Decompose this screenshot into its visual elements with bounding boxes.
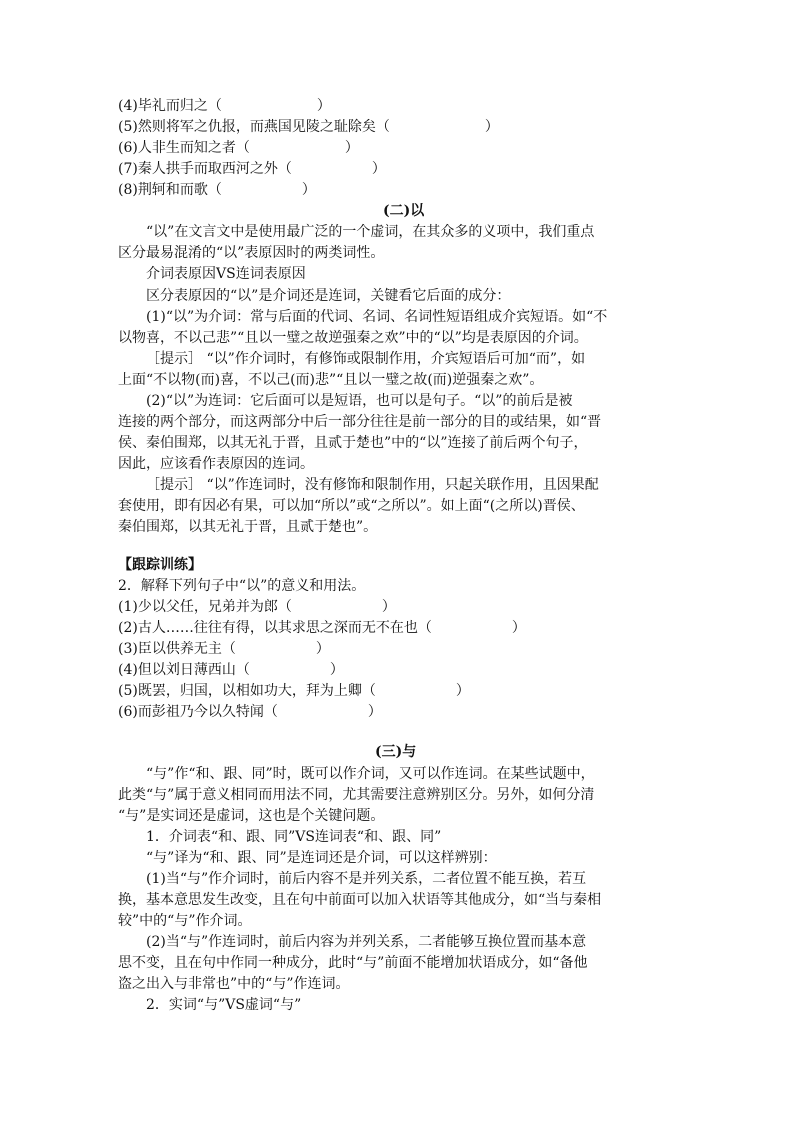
subheading: 1．介词表“和、跟、同”VS连词表“和、跟、同” bbox=[146, 829, 442, 845]
paragraph-line: 因此，应该看作表原因的连词。 bbox=[118, 456, 314, 472]
question-text: 2．解释下列句子中“以”的意义和用法。 bbox=[118, 578, 366, 594]
paragraph-line: 思不变，且在句中作同一种成分，此时“与”前面不能增加状语成分，如“备他 bbox=[118, 955, 588, 971]
list-item: (2)古人……往往有得，以其求思之深而无不在也（ ） bbox=[118, 620, 526, 636]
list-item: (7)秦人拱手而取西河之外（ ） bbox=[118, 161, 386, 177]
section-heading: (二)以 bbox=[383, 203, 425, 219]
paragraph-line: (2)当“与”作连词时，前后内容为并列关系，二者能够互换位置而基本意 bbox=[146, 934, 587, 950]
list-item: (1)少以父任，兄弟并为郎（ ） bbox=[118, 599, 396, 615]
paragraph-line: 上面“不以物(而)喜，不以己(而)悲”“且以一璧之故(而)逆强秦之欢”。 bbox=[118, 372, 544, 388]
paragraph-line: 秦伯围郑，以其无礼于晋，且贰于楚也”。 bbox=[118, 519, 378, 535]
list-item: (6)人非生而知之者（ ） bbox=[118, 140, 359, 156]
subheading: 2．实词“与”VS虚词“与” bbox=[146, 997, 302, 1013]
paragraph-line: “与”译为“和、跟、同”是连词还是介词，可以这样辨别： bbox=[146, 850, 497, 866]
paragraph-line: 此类“与”属于意义相同而用法不同，尤其需要注意辨别区分。另外，如何分清 bbox=[118, 787, 595, 803]
paragraph-line: ［提示］ “以”作介词时，有修饰或限制作用，介宾短语后可加“而”，如 bbox=[146, 351, 586, 367]
subheading: 介词表原因VS连词表原因 bbox=[146, 266, 306, 282]
paragraph-line: 连接的两个部分，而这两部分中后一部分往往是前一部分的目的或结果，如“晋 bbox=[118, 414, 602, 430]
paragraph-line: 套使用，即有因必有果，可以加“所以”或“之所以”。如上面“(之所以)晋侯、 bbox=[118, 498, 585, 514]
list-item: (4)但以刘日薄西山（ ） bbox=[118, 662, 344, 678]
paragraph-line: 侯、秦伯围郑，以其无礼于晋，且贰于楚也”中的“以”连接了前后两个句子， bbox=[118, 435, 588, 451]
paragraph-line: 换，基本意思发生改变，且在句中前面可以加入状语等其他成分，如“当与秦相 bbox=[118, 892, 602, 908]
training-heading: 【跟踪训练】 bbox=[118, 557, 202, 573]
paragraph-line: 区分最易混淆的“以”表原因时的两类词性。 bbox=[118, 245, 385, 261]
paragraph-line: 盗之出入与非常也”中的“与”作连词。 bbox=[118, 976, 350, 992]
list-item: (6)而彭祖乃今以久特闻（ ） bbox=[118, 704, 382, 720]
paragraph-line: “与”作“和、跟、同”时，既可以作介词，又可以作连词。在某些试题中， bbox=[146, 766, 595, 782]
paragraph-line: (1)“以”为介词：常与后面的代词、名词、名词性短语组成介宾短语。如“不 bbox=[146, 309, 608, 325]
list-item: (5)然则将军之仇报，而燕国见陵之耻除矣（ ） bbox=[118, 119, 499, 135]
list-item: (3)臣以供养无主（ ） bbox=[118, 641, 330, 657]
list-item: (8)荆轲和而歌（ ） bbox=[118, 182, 316, 198]
paragraph-line: “以”在文言文中是使用最广泛的一个虚词，在其众多的义项中，我们重点 bbox=[146, 224, 595, 240]
paragraph-line: 较”中的“与”作介词。 bbox=[118, 913, 252, 929]
paragraph-line: 以物喜，不以己悲”“且以一璧之故逆强秦之欢”中的“以”均是表原因的介词。 bbox=[118, 330, 588, 346]
paragraph-line: (1)当“与”作介词时，前后内容不是并列关系，二者位置不能互换，若互 bbox=[146, 871, 587, 887]
paragraph-line: ［提示］ “以”作连词时，没有修饰和限制作用，只起关联作用，且因果配 bbox=[146, 477, 599, 493]
list-item: (5)既罢，归国，以相如功大，拜为上卿（ ） bbox=[118, 683, 470, 699]
paragraph-line: (2)“以”为连词：它后面可以是短语，也可以是句子。“以”的前后是被 bbox=[146, 393, 573, 409]
list-item: (4)毕礼而归之（ ） bbox=[118, 98, 331, 114]
paragraph-line: “与”是实词还是虚词，这也是个关键问题。 bbox=[118, 808, 385, 824]
section-heading: (三)与 bbox=[375, 744, 417, 760]
paragraph-line: 区分表原因的“以”是介词还是连词，关键看它后面的成分： bbox=[146, 288, 511, 304]
